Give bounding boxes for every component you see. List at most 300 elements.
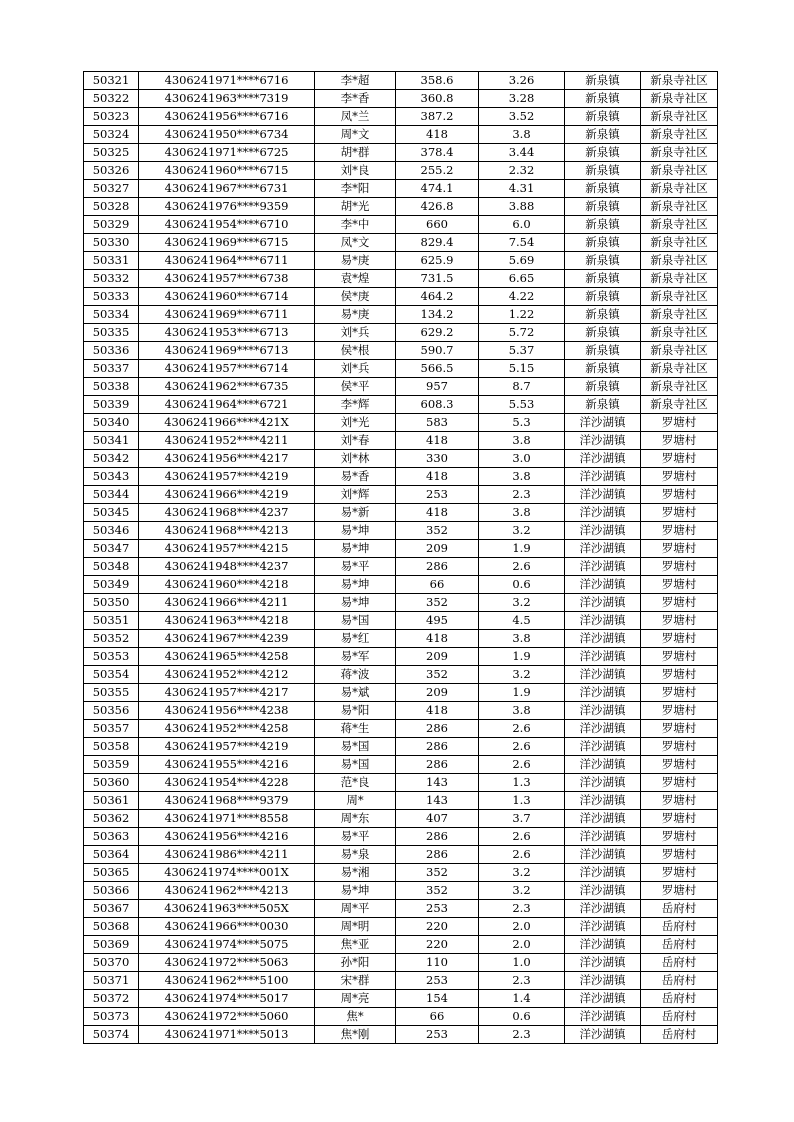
area-cell: 1.0	[479, 954, 565, 972]
town-cell: 新泉镇	[565, 216, 641, 234]
id-number-cell: 4306241972****5063	[139, 954, 315, 972]
area-cell: 1.3	[479, 774, 565, 792]
data-table	[83, 71, 718, 1044]
town-cell: 新泉镇	[565, 324, 641, 342]
table-row	[84, 306, 718, 324]
amount-cell: 360.8	[396, 90, 479, 108]
village-cell: 岳府村	[641, 972, 718, 990]
amount-cell: 255.2	[396, 162, 479, 180]
area-cell: 5.69	[479, 252, 565, 270]
table-row	[84, 756, 718, 774]
name-cell: 易*泉	[315, 846, 396, 864]
area-cell: 1.22	[479, 306, 565, 324]
town-cell: 新泉镇	[565, 144, 641, 162]
area-cell: 3.52	[479, 108, 565, 126]
amount-cell: 143	[396, 792, 479, 810]
village-cell: 罗塘村	[641, 414, 718, 432]
village-cell: 岳府村	[641, 918, 718, 936]
town-cell: 洋沙湖镇	[565, 846, 641, 864]
table-row	[84, 540, 718, 558]
village-cell: 新泉寺社区	[641, 90, 718, 108]
row-number-cell: 50328	[84, 198, 139, 216]
table-row	[84, 936, 718, 954]
area-cell: 3.28	[479, 90, 565, 108]
amount-cell: 464.2	[396, 288, 479, 306]
village-cell: 罗塘村	[641, 810, 718, 828]
area-cell: 3.88	[479, 198, 565, 216]
name-cell: 易*坤	[315, 594, 396, 612]
name-cell: 易*国	[315, 612, 396, 630]
name-cell: 刘*良	[315, 162, 396, 180]
id-number-cell: 4306241968****4237	[139, 504, 315, 522]
area-cell: 7.54	[479, 234, 565, 252]
row-number-cell: 50353	[84, 648, 139, 666]
village-cell: 新泉寺社区	[641, 234, 718, 252]
row-number-cell: 50331	[84, 252, 139, 270]
id-number-cell: 4306241964****6721	[139, 396, 315, 414]
table-row	[84, 648, 718, 666]
village-cell: 新泉寺社区	[641, 216, 718, 234]
village-cell: 岳府村	[641, 990, 718, 1008]
table-row	[84, 954, 718, 972]
area-cell: 2.0	[479, 936, 565, 954]
village-cell: 新泉寺社区	[641, 162, 718, 180]
village-cell: 岳府村	[641, 1026, 718, 1044]
town-cell: 洋沙湖镇	[565, 558, 641, 576]
village-cell: 罗塘村	[641, 684, 718, 702]
area-cell: 8.7	[479, 378, 565, 396]
id-number-cell: 4306241976****9359	[139, 198, 315, 216]
row-number-cell: 50369	[84, 936, 139, 954]
town-cell: 新泉镇	[565, 288, 641, 306]
table-row	[84, 864, 718, 882]
amount-cell: 418	[396, 432, 479, 450]
id-number-cell: 4306241967****4239	[139, 630, 315, 648]
town-cell: 新泉镇	[565, 108, 641, 126]
table-row	[84, 432, 718, 450]
amount-cell: 253	[396, 486, 479, 504]
table-row	[84, 594, 718, 612]
area-cell: 2.6	[479, 720, 565, 738]
id-number-cell: 4306241974****001X	[139, 864, 315, 882]
area-cell: 1.9	[479, 540, 565, 558]
amount-cell: 418	[396, 504, 479, 522]
id-number-cell: 4306241971****6716	[139, 72, 315, 90]
area-cell: 3.2	[479, 666, 565, 684]
id-number-cell: 4306241957****4219	[139, 468, 315, 486]
area-cell: 3.7	[479, 810, 565, 828]
town-cell: 洋沙湖镇	[565, 504, 641, 522]
row-number-cell: 50344	[84, 486, 139, 504]
town-cell: 洋沙湖镇	[565, 1026, 641, 1044]
village-cell: 罗塘村	[641, 648, 718, 666]
name-cell: 凤*文	[315, 234, 396, 252]
row-number-cell: 50349	[84, 576, 139, 594]
table-row	[84, 1026, 718, 1044]
row-number-cell: 50364	[84, 846, 139, 864]
amount-cell: 474.1	[396, 180, 479, 198]
name-cell: 易*坤	[315, 522, 396, 540]
name-cell: 蒋*波	[315, 666, 396, 684]
area-cell: 3.2	[479, 522, 565, 540]
row-number-cell: 50321	[84, 72, 139, 90]
id-number-cell: 4306241957****6714	[139, 360, 315, 378]
id-number-cell: 4306241964****6711	[139, 252, 315, 270]
amount-cell: 625.9	[396, 252, 479, 270]
id-number-cell: 4306241957****4217	[139, 684, 315, 702]
table-row	[84, 666, 718, 684]
town-cell: 洋沙湖镇	[565, 900, 641, 918]
row-number-cell: 50333	[84, 288, 139, 306]
amount-cell: 387.2	[396, 108, 479, 126]
id-number-cell: 4306241967****6731	[139, 180, 315, 198]
table-row	[84, 900, 718, 918]
amount-cell: 143	[396, 774, 479, 792]
village-cell: 新泉寺社区	[641, 198, 718, 216]
name-cell: 易*新	[315, 504, 396, 522]
row-number-cell: 50361	[84, 792, 139, 810]
amount-cell: 66	[396, 1008, 479, 1026]
amount-cell: 352	[396, 864, 479, 882]
town-cell: 洋沙湖镇	[565, 972, 641, 990]
amount-cell: 220	[396, 918, 479, 936]
id-number-cell: 4306241971****8558	[139, 810, 315, 828]
row-number-cell: 50354	[84, 666, 139, 684]
town-cell: 洋沙湖镇	[565, 738, 641, 756]
table-row	[84, 162, 718, 180]
id-number-cell: 4306241954****4228	[139, 774, 315, 792]
town-cell: 新泉镇	[565, 306, 641, 324]
area-cell: 4.22	[479, 288, 565, 306]
area-cell: 3.8	[479, 702, 565, 720]
row-number-cell: 50338	[84, 378, 139, 396]
table-row	[84, 576, 718, 594]
village-cell: 罗塘村	[641, 486, 718, 504]
table-row	[84, 486, 718, 504]
town-cell: 洋沙湖镇	[565, 594, 641, 612]
row-number-cell: 50324	[84, 126, 139, 144]
amount-cell: 426.8	[396, 198, 479, 216]
row-number-cell: 50374	[84, 1026, 139, 1044]
name-cell: 周*文	[315, 126, 396, 144]
id-number-cell: 4306241960****4218	[139, 576, 315, 594]
table-row	[84, 972, 718, 990]
table-row	[84, 108, 718, 126]
row-number-cell: 50339	[84, 396, 139, 414]
name-cell: 易*坤	[315, 576, 396, 594]
row-number-cell: 50366	[84, 882, 139, 900]
row-number-cell: 50356	[84, 702, 139, 720]
row-number-cell: 50367	[84, 900, 139, 918]
name-cell: 易*国	[315, 738, 396, 756]
table-row	[84, 468, 718, 486]
row-number-cell: 50360	[84, 774, 139, 792]
area-cell: 3.44	[479, 144, 565, 162]
town-cell: 新泉镇	[565, 198, 641, 216]
village-cell: 罗塘村	[641, 738, 718, 756]
name-cell: 易*湘	[315, 864, 396, 882]
town-cell: 洋沙湖镇	[565, 810, 641, 828]
amount-cell: 154	[396, 990, 479, 1008]
name-cell: 刘*春	[315, 432, 396, 450]
row-number-cell: 50371	[84, 972, 139, 990]
area-cell: 6.65	[479, 270, 565, 288]
name-cell: 易*平	[315, 558, 396, 576]
row-number-cell: 50343	[84, 468, 139, 486]
village-cell: 新泉寺社区	[641, 324, 718, 342]
row-number-cell: 50351	[84, 612, 139, 630]
table-row	[84, 342, 718, 360]
town-cell: 洋沙湖镇	[565, 540, 641, 558]
village-cell: 岳府村	[641, 1008, 718, 1026]
village-cell: 罗塘村	[641, 828, 718, 846]
area-cell: 5.37	[479, 342, 565, 360]
town-cell: 洋沙湖镇	[565, 828, 641, 846]
id-number-cell: 4306241974****5017	[139, 990, 315, 1008]
town-cell: 洋沙湖镇	[565, 450, 641, 468]
row-number-cell: 50346	[84, 522, 139, 540]
village-cell: 罗塘村	[641, 864, 718, 882]
table-row	[84, 396, 718, 414]
area-cell: 1.3	[479, 792, 565, 810]
area-cell: 2.32	[479, 162, 565, 180]
name-cell: 李*阳	[315, 180, 396, 198]
amount-cell: 110	[396, 954, 479, 972]
amount-cell: 629.2	[396, 324, 479, 342]
name-cell: 周*	[315, 792, 396, 810]
name-cell: 侯*根	[315, 342, 396, 360]
table-row	[84, 450, 718, 468]
village-cell: 罗塘村	[641, 558, 718, 576]
village-cell: 新泉寺社区	[641, 378, 718, 396]
amount-cell: 407	[396, 810, 479, 828]
id-number-cell: 4306241974****5075	[139, 936, 315, 954]
village-cell: 罗塘村	[641, 846, 718, 864]
town-cell: 新泉镇	[565, 378, 641, 396]
table-row	[84, 144, 718, 162]
row-number-cell: 50340	[84, 414, 139, 432]
amount-cell: 352	[396, 882, 479, 900]
id-number-cell: 4306241969****6713	[139, 342, 315, 360]
table-row	[84, 504, 718, 522]
village-cell: 罗塘村	[641, 702, 718, 720]
table-row	[84, 990, 718, 1008]
id-number-cell: 4306241968****9379	[139, 792, 315, 810]
area-cell: 4.31	[479, 180, 565, 198]
village-cell: 罗塘村	[641, 576, 718, 594]
table-row	[84, 828, 718, 846]
table-row	[84, 558, 718, 576]
id-number-cell: 4306241948****4237	[139, 558, 315, 576]
town-cell: 洋沙湖镇	[565, 720, 641, 738]
town-cell: 洋沙湖镇	[565, 792, 641, 810]
area-cell: 2.0	[479, 918, 565, 936]
area-cell: 2.3	[479, 486, 565, 504]
name-cell: 李*辉	[315, 396, 396, 414]
village-cell: 罗塘村	[641, 792, 718, 810]
area-cell: 5.15	[479, 360, 565, 378]
table-row	[84, 126, 718, 144]
area-cell: 3.8	[479, 630, 565, 648]
name-cell: 易*平	[315, 828, 396, 846]
area-cell: 2.6	[479, 846, 565, 864]
row-number-cell: 50352	[84, 630, 139, 648]
id-number-cell: 4306241963****4218	[139, 612, 315, 630]
amount-cell: 330	[396, 450, 479, 468]
town-cell: 洋沙湖镇	[565, 612, 641, 630]
town-cell: 洋沙湖镇	[565, 882, 641, 900]
row-number-cell: 50323	[84, 108, 139, 126]
area-cell: 1.9	[479, 684, 565, 702]
id-number-cell: 4306241954****6710	[139, 216, 315, 234]
table-row	[84, 234, 718, 252]
id-number-cell: 4306241962****6735	[139, 378, 315, 396]
area-cell: 5.53	[479, 396, 565, 414]
amount-cell: 253	[396, 1026, 479, 1044]
town-cell: 新泉镇	[565, 252, 641, 270]
name-cell: 周*亮	[315, 990, 396, 1008]
row-number-cell: 50341	[84, 432, 139, 450]
id-number-cell: 4306241963****7319	[139, 90, 315, 108]
area-cell: 2.6	[479, 558, 565, 576]
id-number-cell: 4306241960****6714	[139, 288, 315, 306]
id-number-cell: 4306241966****4219	[139, 486, 315, 504]
name-cell: 刘*兵	[315, 324, 396, 342]
id-number-cell: 4306241956****4217	[139, 450, 315, 468]
amount-cell: 418	[396, 630, 479, 648]
town-cell: 洋沙湖镇	[565, 468, 641, 486]
table-row	[84, 216, 718, 234]
row-number-cell: 50327	[84, 180, 139, 198]
town-cell: 洋沙湖镇	[565, 864, 641, 882]
table-row	[84, 792, 718, 810]
amount-cell: 566.5	[396, 360, 479, 378]
table-row	[84, 252, 718, 270]
row-number-cell: 50337	[84, 360, 139, 378]
id-number-cell: 4306241971****6725	[139, 144, 315, 162]
area-cell: 2.3	[479, 1026, 565, 1044]
table-row	[84, 702, 718, 720]
area-cell: 3.0	[479, 450, 565, 468]
town-cell: 洋沙湖镇	[565, 774, 641, 792]
village-cell: 罗塘村	[641, 540, 718, 558]
village-cell: 罗塘村	[641, 504, 718, 522]
area-cell: 3.2	[479, 594, 565, 612]
id-number-cell: 4306241957****4215	[139, 540, 315, 558]
amount-cell: 583	[396, 414, 479, 432]
amount-cell: 352	[396, 522, 479, 540]
id-number-cell: 4306241952****4212	[139, 666, 315, 684]
id-number-cell: 4306241962****5100	[139, 972, 315, 990]
town-cell: 新泉镇	[565, 360, 641, 378]
row-number-cell: 50370	[84, 954, 139, 972]
village-cell: 罗塘村	[641, 432, 718, 450]
village-cell: 新泉寺社区	[641, 252, 718, 270]
row-number-cell: 50350	[84, 594, 139, 612]
name-cell: 周*明	[315, 918, 396, 936]
name-cell: 李*香	[315, 90, 396, 108]
table-row	[84, 720, 718, 738]
amount-cell: 134.2	[396, 306, 479, 324]
village-cell: 新泉寺社区	[641, 306, 718, 324]
town-cell: 洋沙湖镇	[565, 702, 641, 720]
area-cell: 2.6	[479, 738, 565, 756]
amount-cell: 590.7	[396, 342, 479, 360]
id-number-cell: 4306241953****6713	[139, 324, 315, 342]
name-cell: 焦*亚	[315, 936, 396, 954]
row-number-cell: 50365	[84, 864, 139, 882]
id-number-cell: 4306241955****4216	[139, 756, 315, 774]
amount-cell: 957	[396, 378, 479, 396]
table-row	[84, 522, 718, 540]
table-row	[84, 270, 718, 288]
row-number-cell: 50325	[84, 144, 139, 162]
area-cell: 3.26	[479, 72, 565, 90]
id-number-cell: 4306241969****6715	[139, 234, 315, 252]
amount-cell: 495	[396, 612, 479, 630]
village-cell: 罗塘村	[641, 594, 718, 612]
area-cell: 2.3	[479, 900, 565, 918]
name-cell: 周*平	[315, 900, 396, 918]
village-cell: 罗塘村	[641, 522, 718, 540]
row-number-cell: 50332	[84, 270, 139, 288]
amount-cell: 418	[396, 702, 479, 720]
row-number-cell: 50345	[84, 504, 139, 522]
town-cell: 洋沙湖镇	[565, 954, 641, 972]
name-cell: 易*阳	[315, 702, 396, 720]
village-cell: 新泉寺社区	[641, 342, 718, 360]
table-row	[84, 882, 718, 900]
table-row	[84, 378, 718, 396]
row-number-cell: 50336	[84, 342, 139, 360]
amount-cell: 220	[396, 936, 479, 954]
town-cell: 新泉镇	[565, 126, 641, 144]
area-cell: 3.8	[479, 468, 565, 486]
name-cell: 范*良	[315, 774, 396, 792]
row-number-cell: 50362	[84, 810, 139, 828]
row-number-cell: 50358	[84, 738, 139, 756]
row-number-cell: 50373	[84, 1008, 139, 1026]
area-cell: 5.3	[479, 414, 565, 432]
id-number-cell: 4306241962****4213	[139, 882, 315, 900]
village-cell: 罗塘村	[641, 774, 718, 792]
town-cell: 洋沙湖镇	[565, 936, 641, 954]
town-cell: 洋沙湖镇	[565, 432, 641, 450]
town-cell: 洋沙湖镇	[565, 990, 641, 1008]
area-cell: 2.6	[479, 756, 565, 774]
area-cell: 1.9	[479, 648, 565, 666]
area-cell: 2.3	[479, 972, 565, 990]
row-number-cell: 50335	[84, 324, 139, 342]
amount-cell: 286	[396, 558, 479, 576]
town-cell: 洋沙湖镇	[565, 684, 641, 702]
table-row	[84, 72, 718, 90]
name-cell: 易*国	[315, 756, 396, 774]
table-row	[84, 90, 718, 108]
row-number-cell: 50342	[84, 450, 139, 468]
row-number-cell: 50348	[84, 558, 139, 576]
id-number-cell: 4306241966****421X	[139, 414, 315, 432]
town-cell: 洋沙湖镇	[565, 1008, 641, 1026]
row-number-cell: 50359	[84, 756, 139, 774]
name-cell: 袁*煌	[315, 270, 396, 288]
name-cell: 蒋*生	[315, 720, 396, 738]
village-cell: 罗塘村	[641, 450, 718, 468]
name-cell: 易*庚	[315, 252, 396, 270]
id-number-cell: 4306241972****5060	[139, 1008, 315, 1026]
table-row	[84, 360, 718, 378]
amount-cell: 418	[396, 126, 479, 144]
